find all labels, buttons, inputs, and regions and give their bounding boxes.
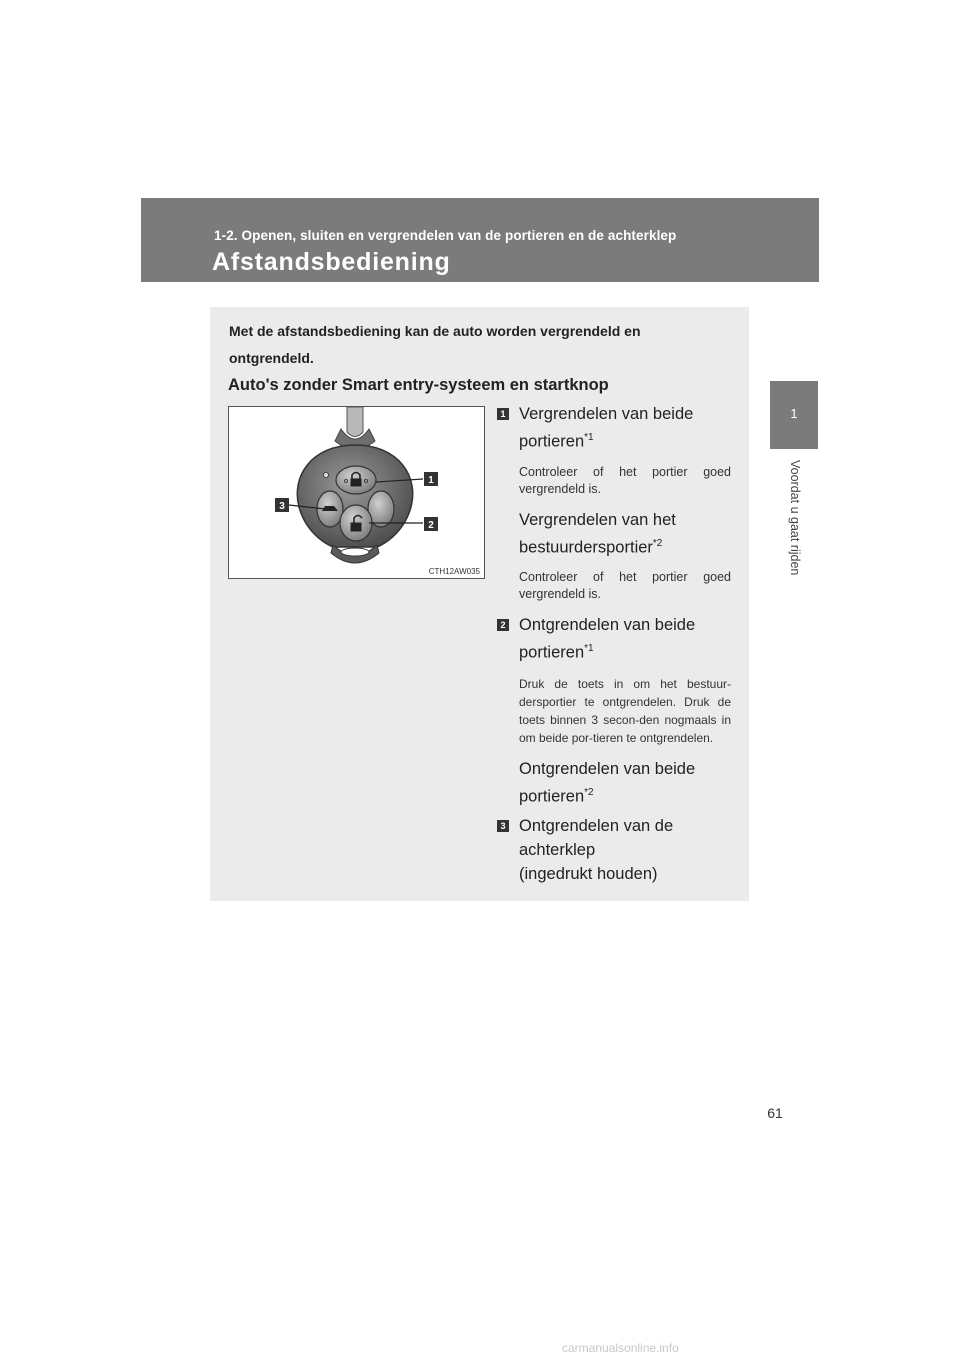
- callout-1: [424, 472, 438, 486]
- item-note: Controleer of het portier goed vergrendeld is.: [519, 570, 731, 601]
- marker-1: 1: [497, 408, 509, 420]
- intro-line-1: Met de afstandsbediening kan de auto worden vergrendeld en: [229, 323, 641, 339]
- item-title: Ontgrendelen van beide portieren$^{*1}$: [519, 616, 696, 662]
- page-title: Afstandsbediening: [212, 248, 451, 276]
- chapter-label: Voordat u gaat rijden: [788, 460, 802, 576]
- watermark: carmanualsonline.info: [562, 1341, 679, 1355]
- svg-text:2: 2: [428, 520, 434, 531]
- instruction-list: [497, 402, 731, 886]
- list-item: [497, 613, 731, 747]
- page-number: 61: [767, 1105, 783, 1121]
- intro-line-2: ontgrendeld.: [229, 350, 314, 366]
- list-item: [497, 757, 731, 809]
- figure-code: CTH12AW035: [428, 567, 480, 576]
- list-item: [497, 402, 731, 498]
- item-title: Vergrendelen van het bestuurdersportier$^{*2}$: [519, 510, 676, 556]
- item-title: Ontgrendelen van de achterklep (ingedrukt houden): [519, 817, 674, 883]
- item-note: Controleer of het portier goed vergrendeld is.: [519, 464, 731, 496]
- svg-text:1: 1: [428, 475, 434, 486]
- item-title: Vergrendelen van beide portieren$^{*1}$: [519, 405, 694, 451]
- key-blade: [347, 407, 363, 437]
- chapter-tab: [770, 381, 818, 449]
- list-item: [497, 814, 731, 886]
- section-label: 1-2. Openen, sluiten en vergrendelen van de portieren en de achterklep: [214, 228, 677, 243]
- svg-text:3: 3: [279, 501, 285, 512]
- remote-key-figure: [228, 406, 485, 579]
- remote-key-illustration: [229, 407, 484, 578]
- callout-2: [424, 517, 438, 531]
- list-item: [497, 508, 731, 604]
- item-note: Druk de toets in om het bestuur-dersportier te ontgrendelen. Druk de toets binnen 3 secon-den nogmaals in om beide por-tieren te ontgrendelen.: [519, 676, 731, 745]
- item-title: Ontgrendelen van beide portieren$^{*2}$: [519, 759, 696, 805]
- intro-text: [229, 318, 729, 372]
- sub-heading: Auto's zonder Smart entry-systeem en startknop: [228, 376, 609, 394]
- marker-2: 2: [497, 619, 509, 631]
- callout-3: [275, 498, 289, 512]
- marker-3: 3: [497, 820, 509, 832]
- chapter-number: 1: [790, 406, 798, 421]
